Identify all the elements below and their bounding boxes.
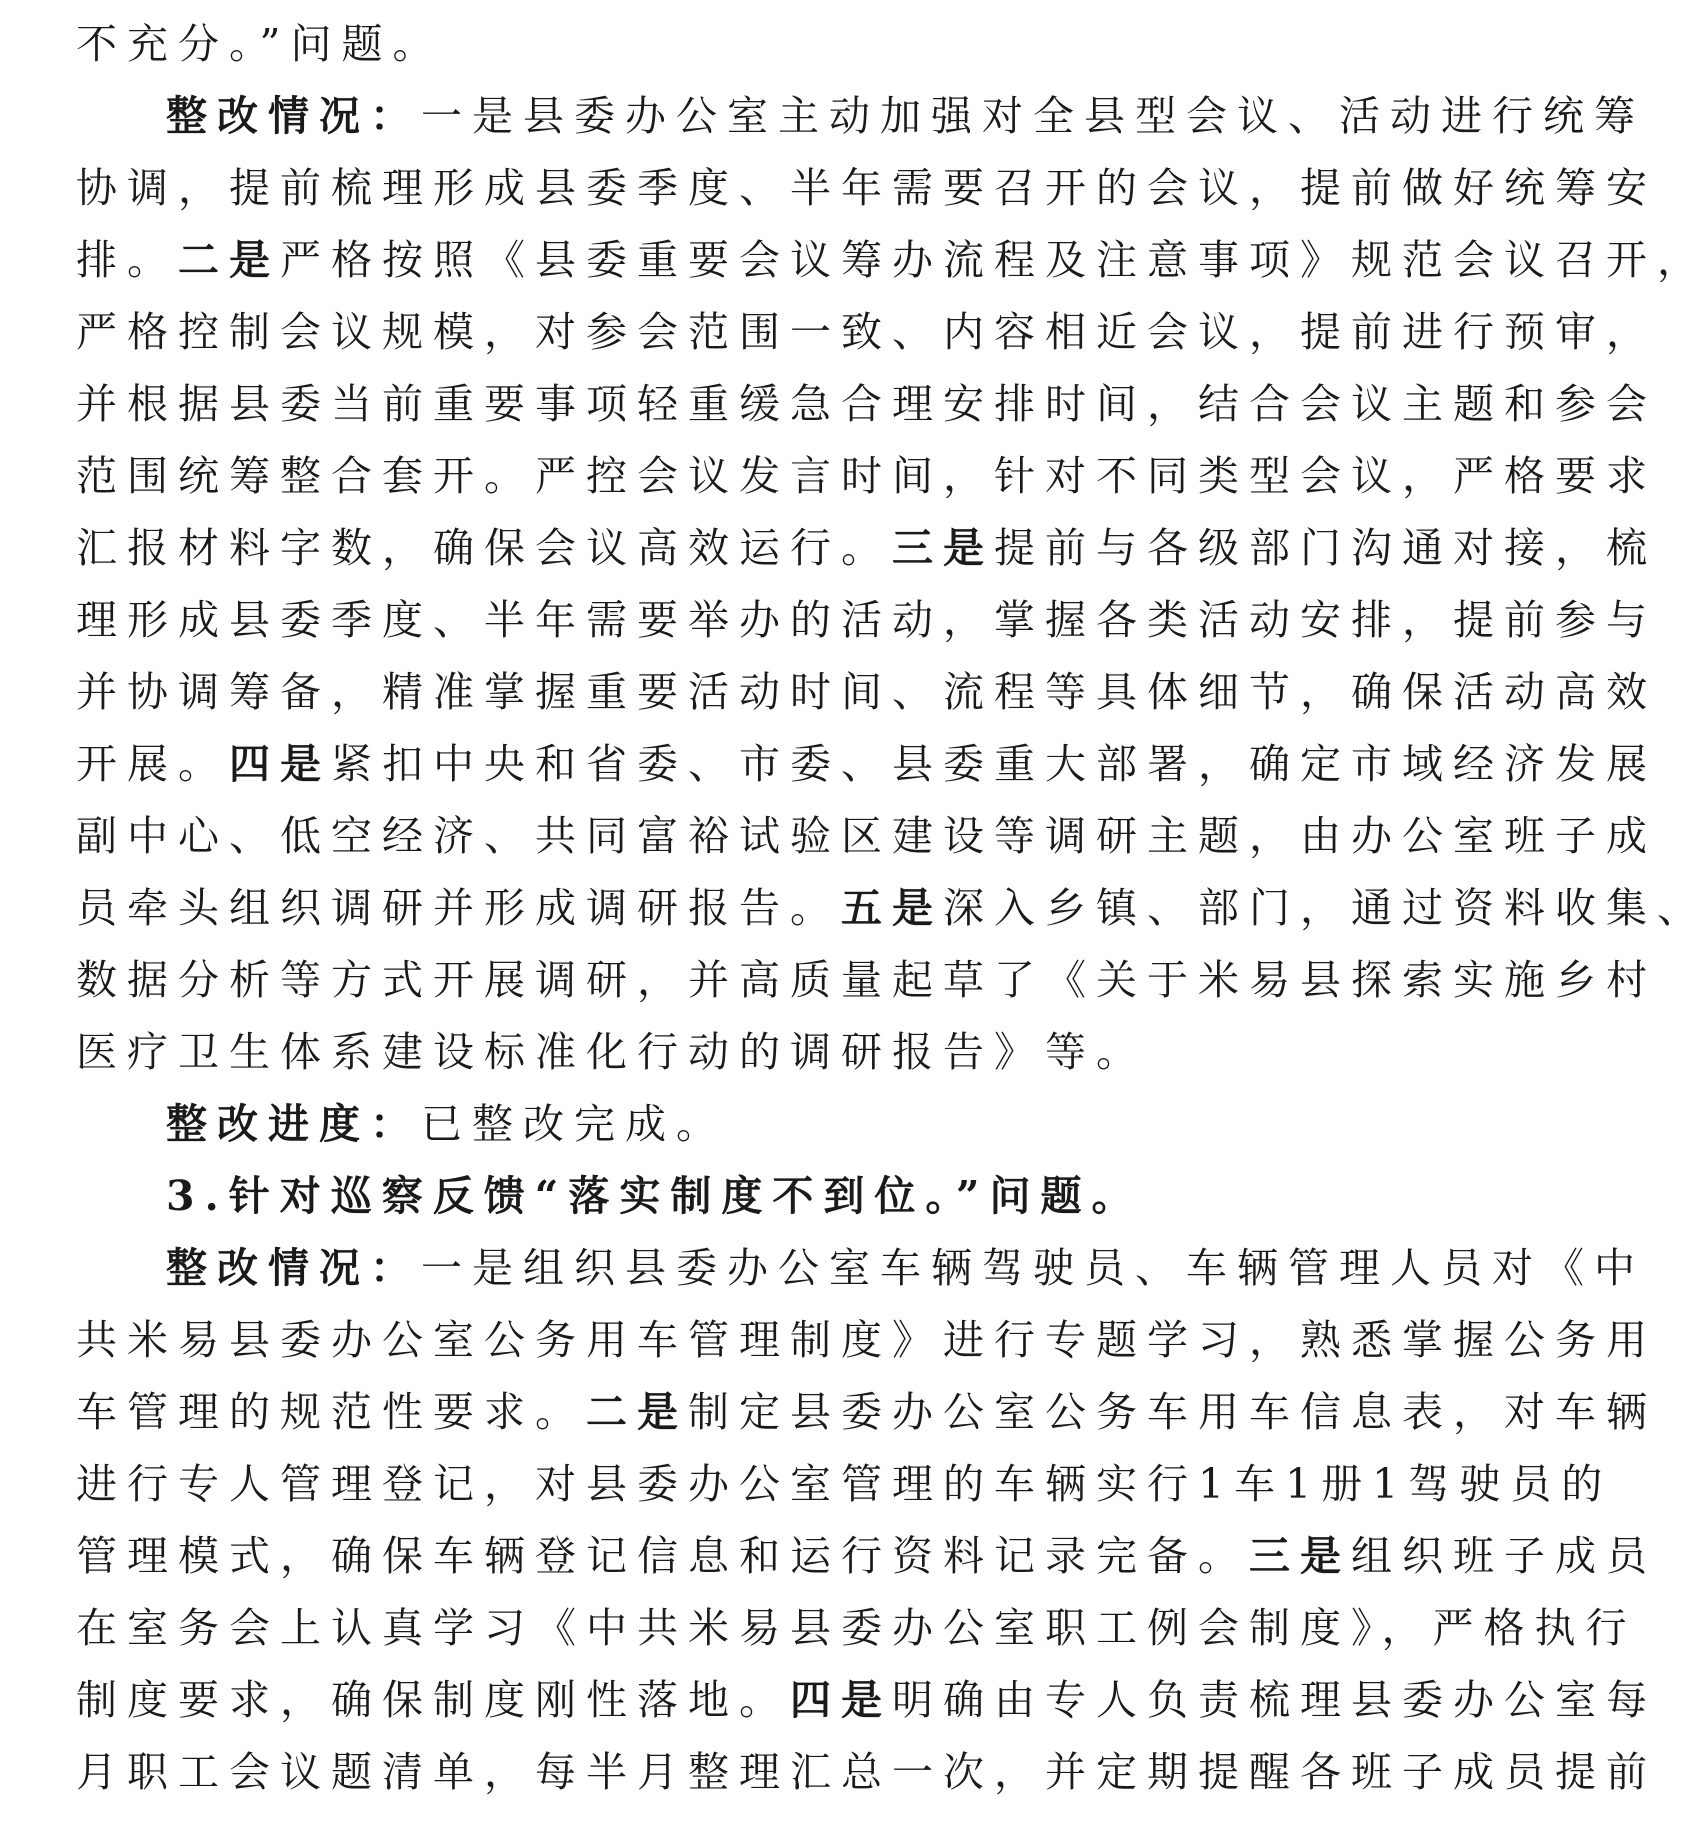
- text-segment: 共米易县委办公室公务用车管理制度》进行专题学习，熟悉掌握公务用: [76, 1316, 1657, 1364]
- text-line: [76, 1016, 1476, 1088]
- bold-text-segment: 整改情况：: [166, 92, 421, 140]
- text-segment: 一是: [421, 1244, 523, 1292]
- text-segment: 范围统筹整合套开。严控会议发言时间，针对不同类型会议，严格要求: [76, 452, 1657, 500]
- text-line: [76, 224, 1708, 296]
- text-line: [76, 1232, 1645, 1304]
- text-segment: 副中心、低空经济、共同富裕试验区建设等调研主题，由办公室班子成: [76, 812, 1657, 860]
- text-line: [76, 872, 1708, 944]
- text-segment: 员牵头组织调研并形成调研报告。: [76, 884, 841, 932]
- text-segment: 进行专人管理登记，对县委办公室管理的车辆实行1车1册1驾驶员的: [76, 1460, 1613, 1508]
- text-line: [76, 152, 1657, 224]
- text-line: [76, 1448, 1613, 1520]
- text-segment: 在室务会上认真学习《中共米易县委办公室职工例会制度》，严格执行: [76, 1604, 1637, 1652]
- text-segment: 提前与各级部门沟通对接，梳: [994, 524, 1657, 572]
- text-segment: 明确由专人负责梳理县委办公室每: [892, 1676, 1657, 1724]
- bold-text-segment: 五是: [841, 884, 943, 932]
- text-line: [76, 1304, 1657, 1376]
- bold-text-segment: 三是: [892, 524, 994, 572]
- text-line: [76, 1520, 1657, 1592]
- text-line: [76, 1592, 1637, 1664]
- text-line: [76, 8, 1476, 80]
- text-segment: 组织县委办公室车辆驾驶员、车辆管理人员对《中: [523, 1244, 1645, 1292]
- text-segment: 已整改完成。: [421, 1100, 727, 1148]
- text-segment: 并协调筹备，精准掌握重要活动时间、流程等具体细节，确保活动高效: [76, 668, 1657, 716]
- text-line: [76, 656, 1657, 728]
- text-segment: 县委办公室主动加强对全县型会议、活动进行统筹: [523, 92, 1645, 140]
- text-segment: 并根据县委当前重要事项轻重缓急合理安排时间，结合会议主题和参会: [76, 380, 1657, 428]
- text-segment: 数据分析等方式开展调研，并高质量起草了《关于米易县探索实施乡村: [76, 956, 1657, 1004]
- text-segment: 排。: [76, 236, 178, 284]
- text-line: [76, 944, 1657, 1016]
- bold-text-segment: 整改进度：: [166, 1100, 421, 1148]
- text-segment: 汇报材料字数，确保会议高效运行。: [76, 524, 892, 572]
- text-line: [76, 1160, 1476, 1232]
- text-segment: 组织班子成员: [1351, 1532, 1657, 1580]
- text-segment: 理形成县委季度、半年需要举办的活动，掌握各类活动安排，提前参与: [76, 596, 1657, 644]
- document-page: [76, 0, 1708, 1808]
- text-segment: 严格控制会议规模，对参会范围一致、内容相近会议，提前进行预审，: [76, 308, 1657, 356]
- text-line: [76, 584, 1657, 656]
- bold-text-segment: 四是: [229, 740, 331, 788]
- text-segment: 不充分。”问题。: [76, 20, 444, 68]
- bold-text-segment: 整改情况：: [166, 1244, 421, 1292]
- bold-text-segment: 二是: [178, 236, 280, 284]
- bold-text-segment: 四是: [790, 1676, 892, 1724]
- text-segment: 制度要求，确保制度刚性落地。: [76, 1676, 790, 1724]
- bold-text-segment: 三是: [1249, 1532, 1351, 1580]
- text-line: [76, 440, 1657, 512]
- text-segment: 医疗卫生体系建设标准化行动的调研报告》等。: [76, 1028, 1147, 1076]
- text-segment: 协调，提前梳理形成县委季度、半年需要召开的会议，提前做好统筹安: [76, 164, 1657, 212]
- text-line: [76, 1088, 1476, 1160]
- text-line: [76, 80, 1645, 152]
- text-segment: 开展。: [76, 740, 229, 788]
- text-line: [76, 1376, 1657, 1448]
- text-line: [76, 728, 1657, 800]
- text-segment: 严格按照《县委重要会议筹办流程及注意事项》规范会议召开，: [280, 236, 1708, 284]
- text-segment: 车管理的规范性要求。: [76, 1388, 586, 1436]
- text-line: [76, 512, 1657, 584]
- text-segment: 管理模式，确保车辆登记信息和运行资料记录完备。: [76, 1532, 1249, 1580]
- text-line: [76, 1664, 1657, 1736]
- text-segment: 制定县委办公室公务车用车信息表，对车辆: [688, 1388, 1657, 1436]
- bold-text-segment: 3.针对巡察反馈“落实制度不到位。”问题。: [166, 1172, 1143, 1220]
- text-segment: 深入乡镇、部门，通过资料收集、: [943, 884, 1708, 932]
- text-line: [76, 800, 1657, 872]
- bold-text-segment: 二是: [586, 1388, 688, 1436]
- text-segment: 月职工会议题清单，每半月整理汇总一次，并定期提醒各班子成员提前: [76, 1748, 1657, 1796]
- text-segment: 紧扣中央和省委、市委、县委重大部署，确定市域经济发展: [331, 740, 1657, 788]
- text-line: [76, 368, 1657, 440]
- text-line: [76, 296, 1657, 368]
- text-segment: 一是: [421, 92, 523, 140]
- text-line: [76, 1736, 1657, 1808]
